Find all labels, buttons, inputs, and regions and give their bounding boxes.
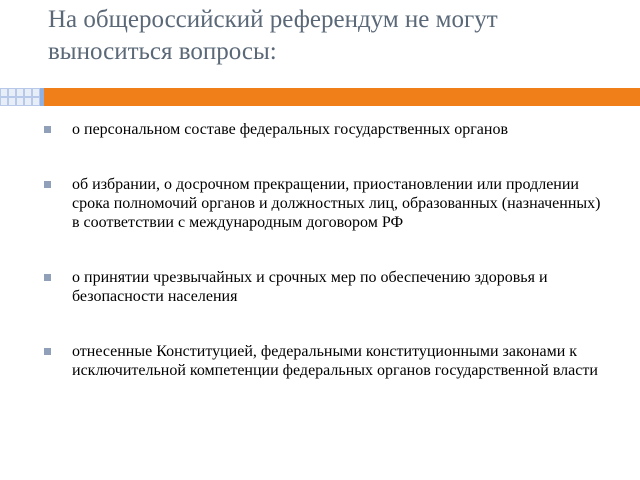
accent-bar xyxy=(44,88,640,106)
list-item-text: отнесенные Конституцией, федеральными конституционными законами к исключительной компетенции федеральных органов государственной власти xyxy=(72,343,598,379)
list-item-text: о принятии чрезвычайных и срочных мер по обеспечению здоровья и безопасности населения xyxy=(72,269,548,305)
slide-title: На общероссийский референдум не могут выноситься вопросы: xyxy=(48,6,498,65)
decorative-grid xyxy=(0,88,40,106)
bullet-list xyxy=(44,120,604,416)
bullet-square-icon xyxy=(44,126,51,133)
bullet-square-icon xyxy=(44,274,51,281)
list-item-text: об избрании, о досрочном прекращении, приостановлении или продлении срока полномочий органов и должностных лиц, образованных (назначенных) в соответствии с международным договором РФ xyxy=(72,176,601,231)
bullet-square-icon xyxy=(44,348,51,355)
list-item xyxy=(44,268,604,306)
bullet-square-icon xyxy=(44,181,51,188)
list-item-text: о персональном составе федеральных государственных органов xyxy=(72,121,509,138)
list-item xyxy=(44,342,604,380)
list-item xyxy=(44,175,604,232)
list-item xyxy=(44,120,604,139)
